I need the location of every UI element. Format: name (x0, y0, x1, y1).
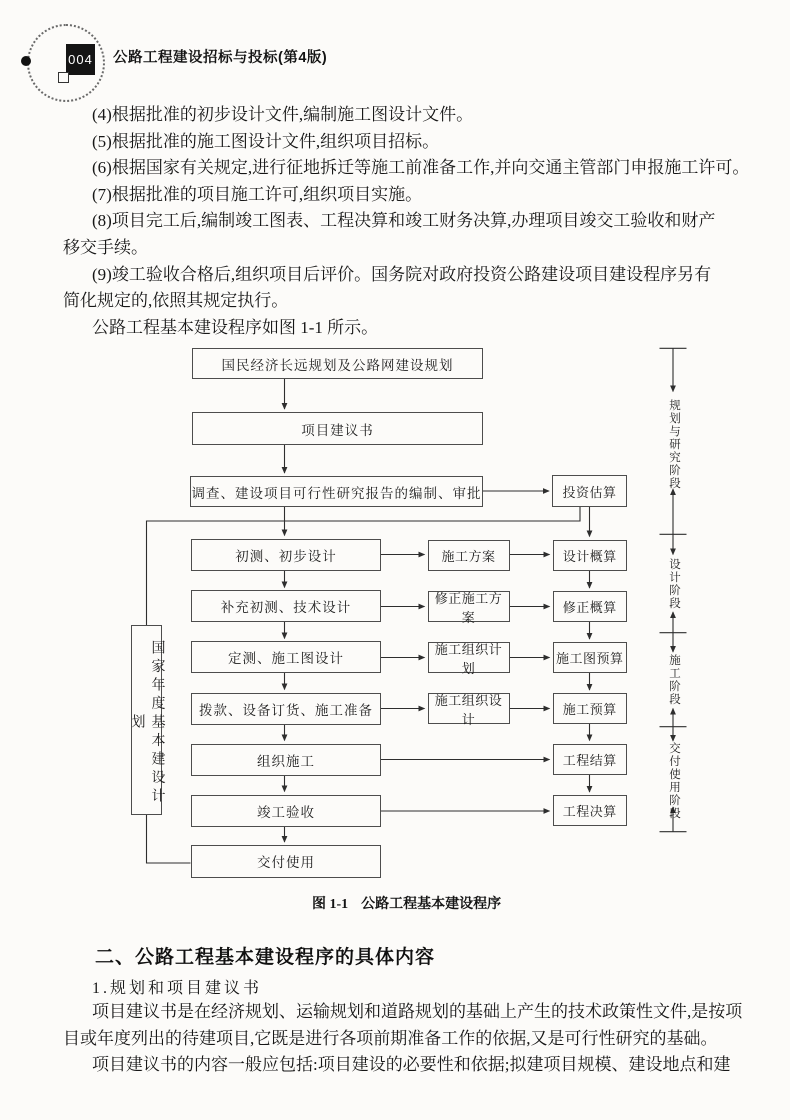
subsection-heading: 1.规划和项目建议书 (92, 980, 263, 997)
flow-box-funding-preparation: 拨款、设备订货、施工准备 (191, 693, 381, 725)
flow-box-completion-acceptance: 竣工验收 (191, 795, 381, 828)
flow-box-design-estimate: 设计概算 (553, 540, 628, 571)
intro-line: (4)根据批准的初步设计文件,编制施工图设计文件。 (92, 105, 474, 124)
intro-line: (6)根据国家有关规定,进行征地拆迁等施工前准备工作,并向交通主管部门申报施工许可。 (92, 158, 750, 178)
stage-label-construction: 施工阶段 (668, 654, 680, 706)
flow-box-final-survey-design: 定测、施工图设计 (191, 641, 381, 673)
stage-label-handover: 交付使用阶段 (668, 742, 680, 820)
intro-line: 公路工程基本建设程序如图 1-1 所示。 (92, 317, 379, 337)
flow-box-organize-construction: 组织施工 (191, 744, 381, 777)
flow-box-project-proposal: 项目建议书 (192, 412, 483, 445)
intro-line: 移交手续。 (63, 237, 148, 257)
flow-box-handover: 交付使用 (191, 845, 381, 878)
figure-caption-label: 图 1-1 (312, 897, 349, 912)
flow-box-drawing-budget: 施工图预算 (553, 642, 628, 673)
stage-label-planning: 规划与研究阶段 (668, 399, 680, 490)
section-line: 项目建议书是在经济规划、运输规划和道路规划的基础上产生的技术政策性文件,是按项 (92, 1002, 743, 1021)
stage-label-design: 设计阶段 (668, 558, 680, 610)
intro-line: 简化规定的,依照其规定执行。 (63, 291, 289, 311)
intro-line: (5)根据批准的施工图设计文件,组织项目招标。 (92, 131, 440, 151)
section-line: 项目建议书的内容一般应包括:项目建设的必要性和依据;拟建项目规模、建设地点和建 (92, 1055, 731, 1075)
flow-box-org-design: 施工组织设计 (428, 693, 510, 724)
flow-box-construction-scheme: 施工方案 (428, 540, 510, 571)
flow-box-final-accounts: 工程决算 (553, 795, 628, 826)
flow-box-project-settlement: 工程结算 (553, 744, 628, 775)
flow-box-supplementary-design: 补充初测、技术设计 (191, 590, 381, 622)
figure-caption-text: 公路工程基本建设程序 (361, 897, 502, 912)
figure-caption (312, 893, 502, 913)
flow-box-annual-plan: 国家年度基本建设计划 (131, 625, 162, 815)
intro-line: (8)项目完工后,编制竣工图表、工程决算和竣工财务决算,办理项目竣交工验收和财产 (92, 211, 716, 231)
page-number-badge: 004 (66, 44, 95, 75)
flow-box-feasibility: 调查、建设项目可行性研究报告的编制、审批 (190, 476, 483, 507)
flow-box-preliminary-design: 初测、初步设计 (191, 539, 381, 571)
section-line: 目或年度列出的待建项目,它既是进行各项前期准备工作的依据,又是可行性研究的基础。 (63, 1028, 718, 1048)
intro-line: (9)竣工验收合格后,组织项目后评价。国务院对政府投资公路建设项目建设程序另有 (92, 264, 712, 284)
book-title: 公路工程建设招标与投标(第4版) (113, 50, 328, 66)
flow-box-construction-budget: 施工预算 (553, 693, 628, 724)
flow-box-investment-estimate: 投资估算 (552, 475, 627, 507)
flow-box-national-plan: 国民经济长远规划及公路网建设规划 (192, 348, 483, 379)
section-paragraphs (63, 999, 768, 1079)
section-heading: 二、公路工程基本建设程序的具体内容 (95, 947, 436, 968)
intro-line: (7)根据批准的项目施工许可,组织项目实施。 (92, 184, 423, 204)
flow-box-revised-estimate: 修正概算 (553, 591, 628, 622)
flow-box-revised-scheme: 修正施工方案 (428, 591, 510, 622)
flow-box-org-plan: 施工组织计划 (428, 642, 510, 673)
